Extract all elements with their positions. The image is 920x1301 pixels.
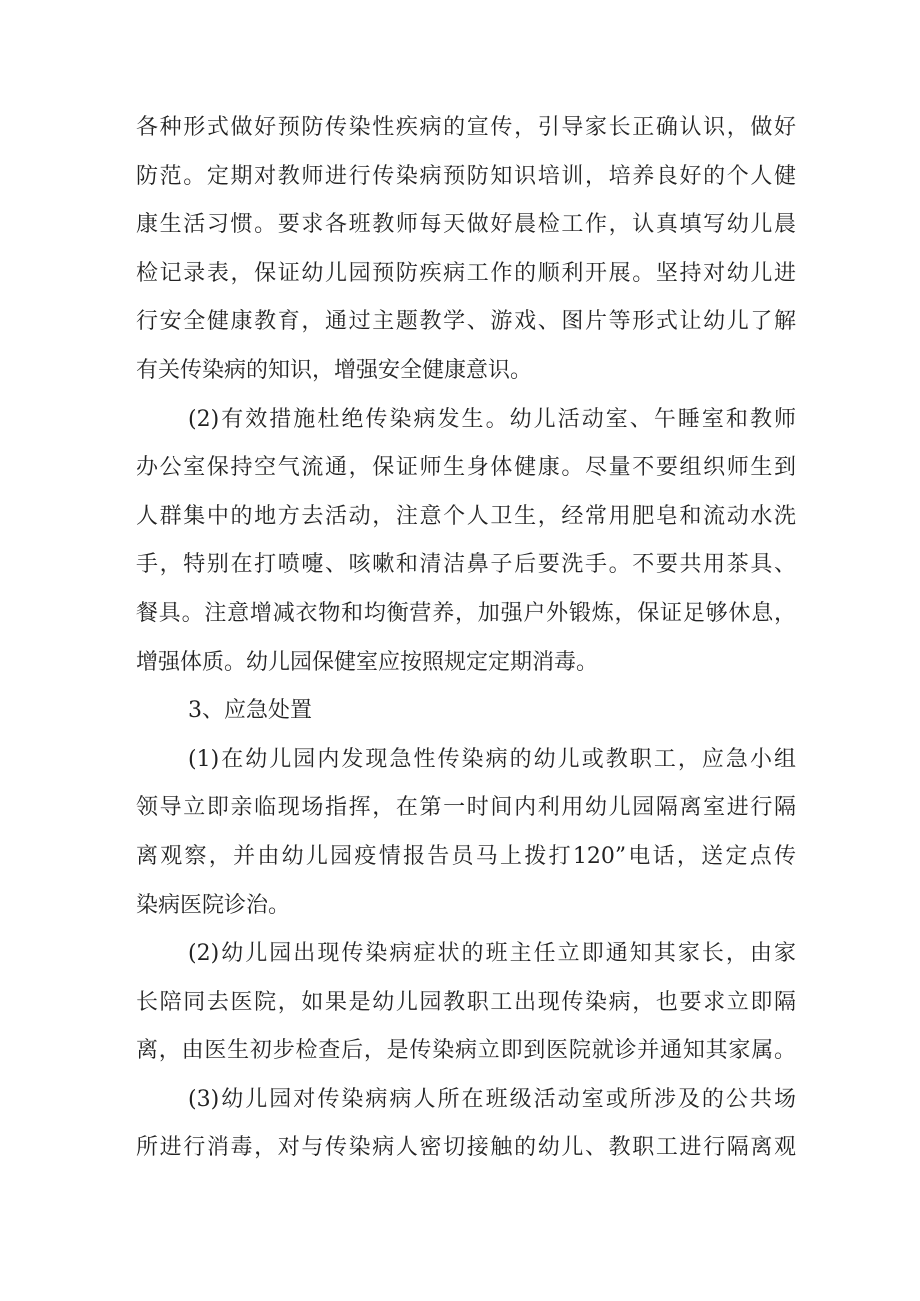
text-line: 染病医院诊治。 <box>136 892 291 918</box>
text-line: 手，特别在打喷嚏、咳嗽和清洁鼻子后要洗手。不要共用茶具、 <box>136 552 796 578</box>
paragraph-first-line: (1)在幼儿园内发现急性传染病的幼儿或教职工，应急小组 <box>188 746 796 772</box>
text-line: 各种形式做好预防传染性疾病的宣传，引导家长正确认识，做好 <box>136 115 796 140</box>
section-heading: 3、应急处置 <box>188 698 312 724</box>
text-line: 离，由医生初步检查后，是传染病立即到医院就诊并通知其家属。 <box>136 1038 796 1064</box>
text-line: 有关传染病的知识，增强安全健康意识。 <box>136 357 533 383</box>
paragraph-first-line: (2)幼儿园出现传染病症状的班主任立即通知其家长，由家 <box>188 941 796 967</box>
text-line: 检记录表，保证幼儿园预防疾病工作的顺利开展。坚持对幼儿进 <box>136 260 796 286</box>
text-line: 离观察，并由幼儿园疫情报告员马上拨打120”电话，送定点传 <box>136 843 796 869</box>
text-line: 防范。定期对教师进行传染病预防知识培训，培养良好的个人健 <box>136 163 796 189</box>
text-line: 康生活习惯。要求各班教师每天做好晨检工作，认真填写幼儿晨 <box>136 212 796 238</box>
text-line: 人群集中的地方去活动，注意个人卫生，经常用肥皂和流动水洗 <box>136 503 796 529</box>
text-line: 办公室保持空气流通，保证师生身体健康。尽量不要组织师生到 <box>136 455 796 481</box>
document-body <box>136 104 796 1173</box>
text-line: 长陪同去医院，如果是幼儿园教职工出现传染病，也要求立即隔 <box>136 989 796 1015</box>
text-line: 领导立即亲临现场指挥，在第一时间内利用幼儿园隔离室进行隔 <box>136 795 796 821</box>
text-line: 行安全健康教育，通过主题教学、游戏、图片等形式让幼儿了解 <box>136 309 796 335</box>
paragraph-first-line: (3)幼儿园对传染病病人所在班级活动室或所涉及的公共场 <box>188 1086 796 1112</box>
paragraph-first-line: (2)有效措施杜绝传染病发生。幼儿活动室、午睡室和教师 <box>188 406 796 432</box>
text-line: 餐具。注意增减衣物和均衡营养，加强户外锻炼，保证足够休息， <box>136 600 796 626</box>
text-line: 所进行消毒，对与传染病人密切接触的幼儿、教职工进行隔离观 <box>136 1135 796 1161</box>
text-line: 增强体质。幼儿园保健室应按照规定定期消毒。 <box>136 649 599 675</box>
